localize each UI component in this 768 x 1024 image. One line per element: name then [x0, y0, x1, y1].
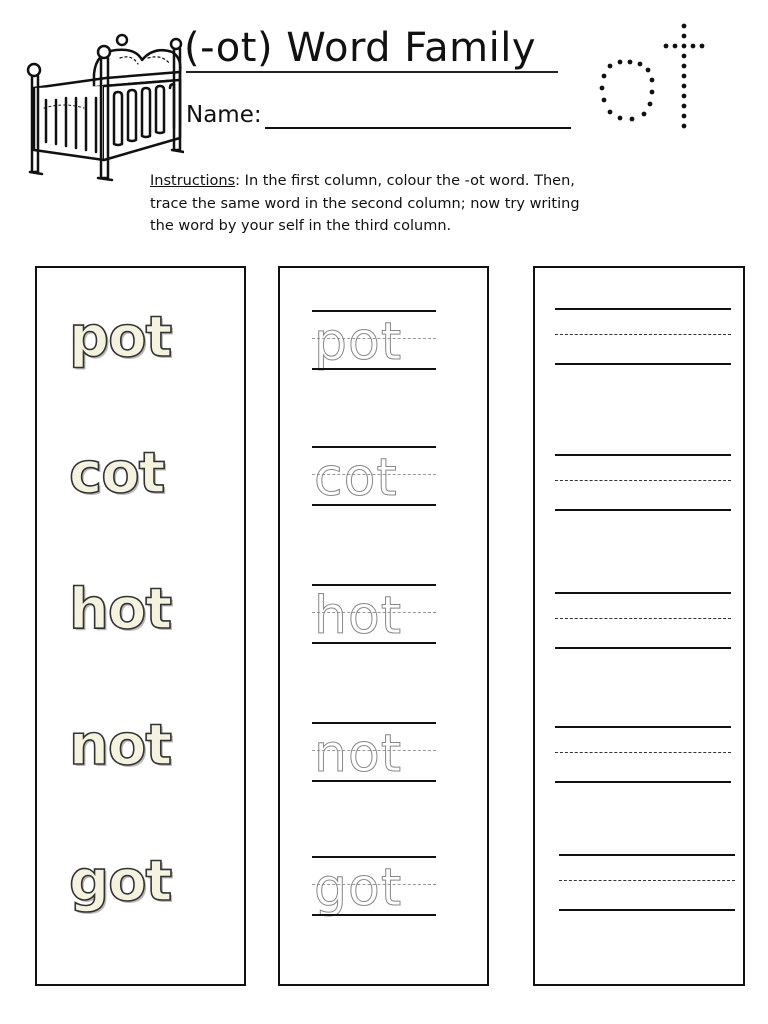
- instructions-line-3: the word by your self in the third column.: [150, 218, 452, 234]
- write-top-line: [555, 454, 731, 456]
- write-top-line: [555, 308, 731, 310]
- instructions-line-2: trace the same word in the second column; now try writing: [150, 195, 580, 212]
- colour-word[interactable]: pot: [69, 305, 172, 370]
- trace-row[interactable]: [312, 856, 440, 922]
- dotted-t: [664, 24, 705, 129]
- colour-word[interactable]: got: [69, 849, 172, 914]
- trace-word: hot: [314, 586, 403, 646]
- write-base-line: [555, 781, 731, 783]
- trace-word: got: [314, 858, 403, 918]
- write-mid-line: [555, 480, 731, 481]
- write-mid-line: [555, 334, 731, 335]
- trace-base-line: [312, 368, 436, 370]
- trace-word: cot: [314, 448, 398, 508]
- instructions-label: Instructions: [150, 173, 236, 189]
- instructions: [150, 170, 670, 238]
- trace-base-line: [312, 642, 436, 644]
- trace-base-line: [312, 914, 436, 916]
- colour-word[interactable]: not: [69, 713, 172, 778]
- write-base-line: [559, 909, 735, 911]
- dotted-o: [600, 60, 655, 122]
- write-top-line: [555, 726, 731, 728]
- trace-row[interactable]: [312, 584, 440, 650]
- trace-base-line: [312, 780, 436, 782]
- colour-word[interactable]: cot: [69, 441, 165, 506]
- name-input-line[interactable]: [265, 127, 571, 129]
- colour-word[interactable]: hot: [69, 577, 172, 642]
- write-row[interactable]: [555, 454, 733, 514]
- write-row[interactable]: [555, 592, 733, 652]
- trace-row[interactable]: [312, 722, 440, 788]
- write-mid-line: [555, 618, 731, 619]
- write-column: [533, 266, 745, 986]
- write-row[interactable]: [555, 308, 733, 368]
- trace-word: not: [314, 724, 403, 784]
- write-base-line: [555, 647, 731, 649]
- write-top-line: [555, 592, 731, 594]
- write-base-line: [555, 363, 731, 365]
- instructions-line-1: : In the first column, colour the -ot word. Then,: [235, 173, 575, 189]
- dotted-ot-letters: [584, 18, 714, 138]
- write-mid-line: [555, 752, 731, 753]
- colour-column: [35, 266, 246, 986]
- write-row[interactable]: [555, 726, 733, 786]
- name-label: Name:: [186, 102, 262, 128]
- write-top-line: [559, 854, 735, 856]
- trace-base-line: [312, 504, 436, 506]
- crib-icon: [24, 22, 184, 182]
- title-underline: [186, 71, 558, 73]
- trace-row[interactable]: [312, 310, 440, 376]
- write-mid-line: [559, 880, 735, 881]
- trace-word: pot: [314, 312, 403, 372]
- page-title: (-ot) Word Family: [184, 25, 536, 71]
- trace-row[interactable]: [312, 446, 440, 512]
- write-base-line: [555, 509, 731, 511]
- trace-column: [278, 266, 489, 986]
- write-row[interactable]: [559, 854, 737, 914]
